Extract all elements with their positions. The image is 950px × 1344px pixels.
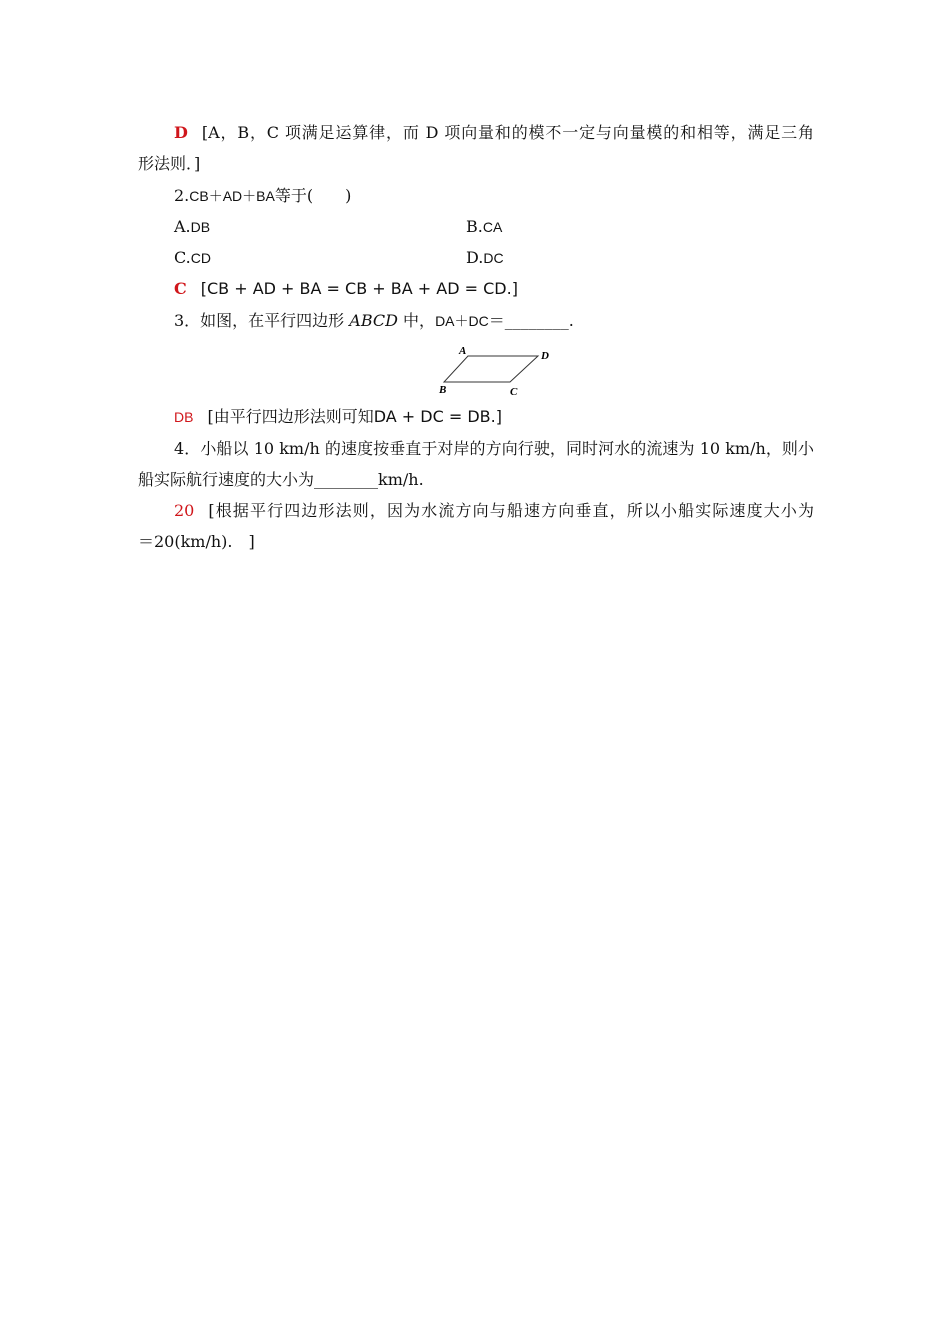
q2-stem-expr: CB＋AD＋BA bbox=[189, 188, 275, 204]
q2-stem: 2.CB＋AD＋BA等于( ) bbox=[174, 186, 352, 205]
q4-answer-line-2: ＝20(km/h). ] bbox=[138, 532, 255, 551]
q3-stem: 3．如图，在平行四边形 ABCD 中，DA＋DC＝________. bbox=[174, 311, 574, 330]
q4-stem-line-1: 4．小船以 10 km/h 的速度按垂直于对岸的方向行驶，同时河水的流速为 10 km/h，则小 bbox=[174, 439, 814, 458]
q2-option-d: D.DC bbox=[466, 248, 504, 267]
vertex-label-c: C bbox=[510, 386, 518, 398]
parallelogram-figure bbox=[432, 342, 556, 398]
q2-answer-text: [CB + AD + BA = CB + BA + AD = CD.] bbox=[200, 279, 518, 298]
q2-option-a: A.DB bbox=[174, 217, 211, 236]
q2-option-c: C.CD bbox=[174, 248, 211, 267]
q2-option-b: B.CA bbox=[466, 217, 503, 236]
vertex-label-a: A bbox=[459, 345, 467, 357]
q4-stem-line-2: 船实际航行速度的大小为________km/h. bbox=[138, 470, 424, 489]
q4-answer-line-1: 20 [根据平行四边形法则，因为水流方向与船速方向垂直，所以小船实际速度大小为 bbox=[174, 501, 814, 520]
q3-answer-value: DB bbox=[174, 409, 194, 425]
q1-answer-line-1 bbox=[174, 121, 814, 145]
q1-answer-letter: D bbox=[174, 123, 188, 142]
q2-answer bbox=[174, 277, 518, 301]
q4-answer-value: 20 bbox=[174, 501, 195, 520]
q3-answer: DB [由平行四边形法则可知DA + DC = DB.] bbox=[174, 407, 502, 426]
q1-answer-text: [A，B，C 项满足运算律，而 D 项向量和的模不一定与向量模的和相等，满足三角 bbox=[201, 123, 814, 142]
q2-answer-letter: C bbox=[174, 279, 187, 298]
vertex-label-b: B bbox=[439, 384, 447, 396]
vertex-label-d: D bbox=[541, 350, 549, 362]
q1-answer-line-2: 形法则．] bbox=[138, 154, 201, 173]
